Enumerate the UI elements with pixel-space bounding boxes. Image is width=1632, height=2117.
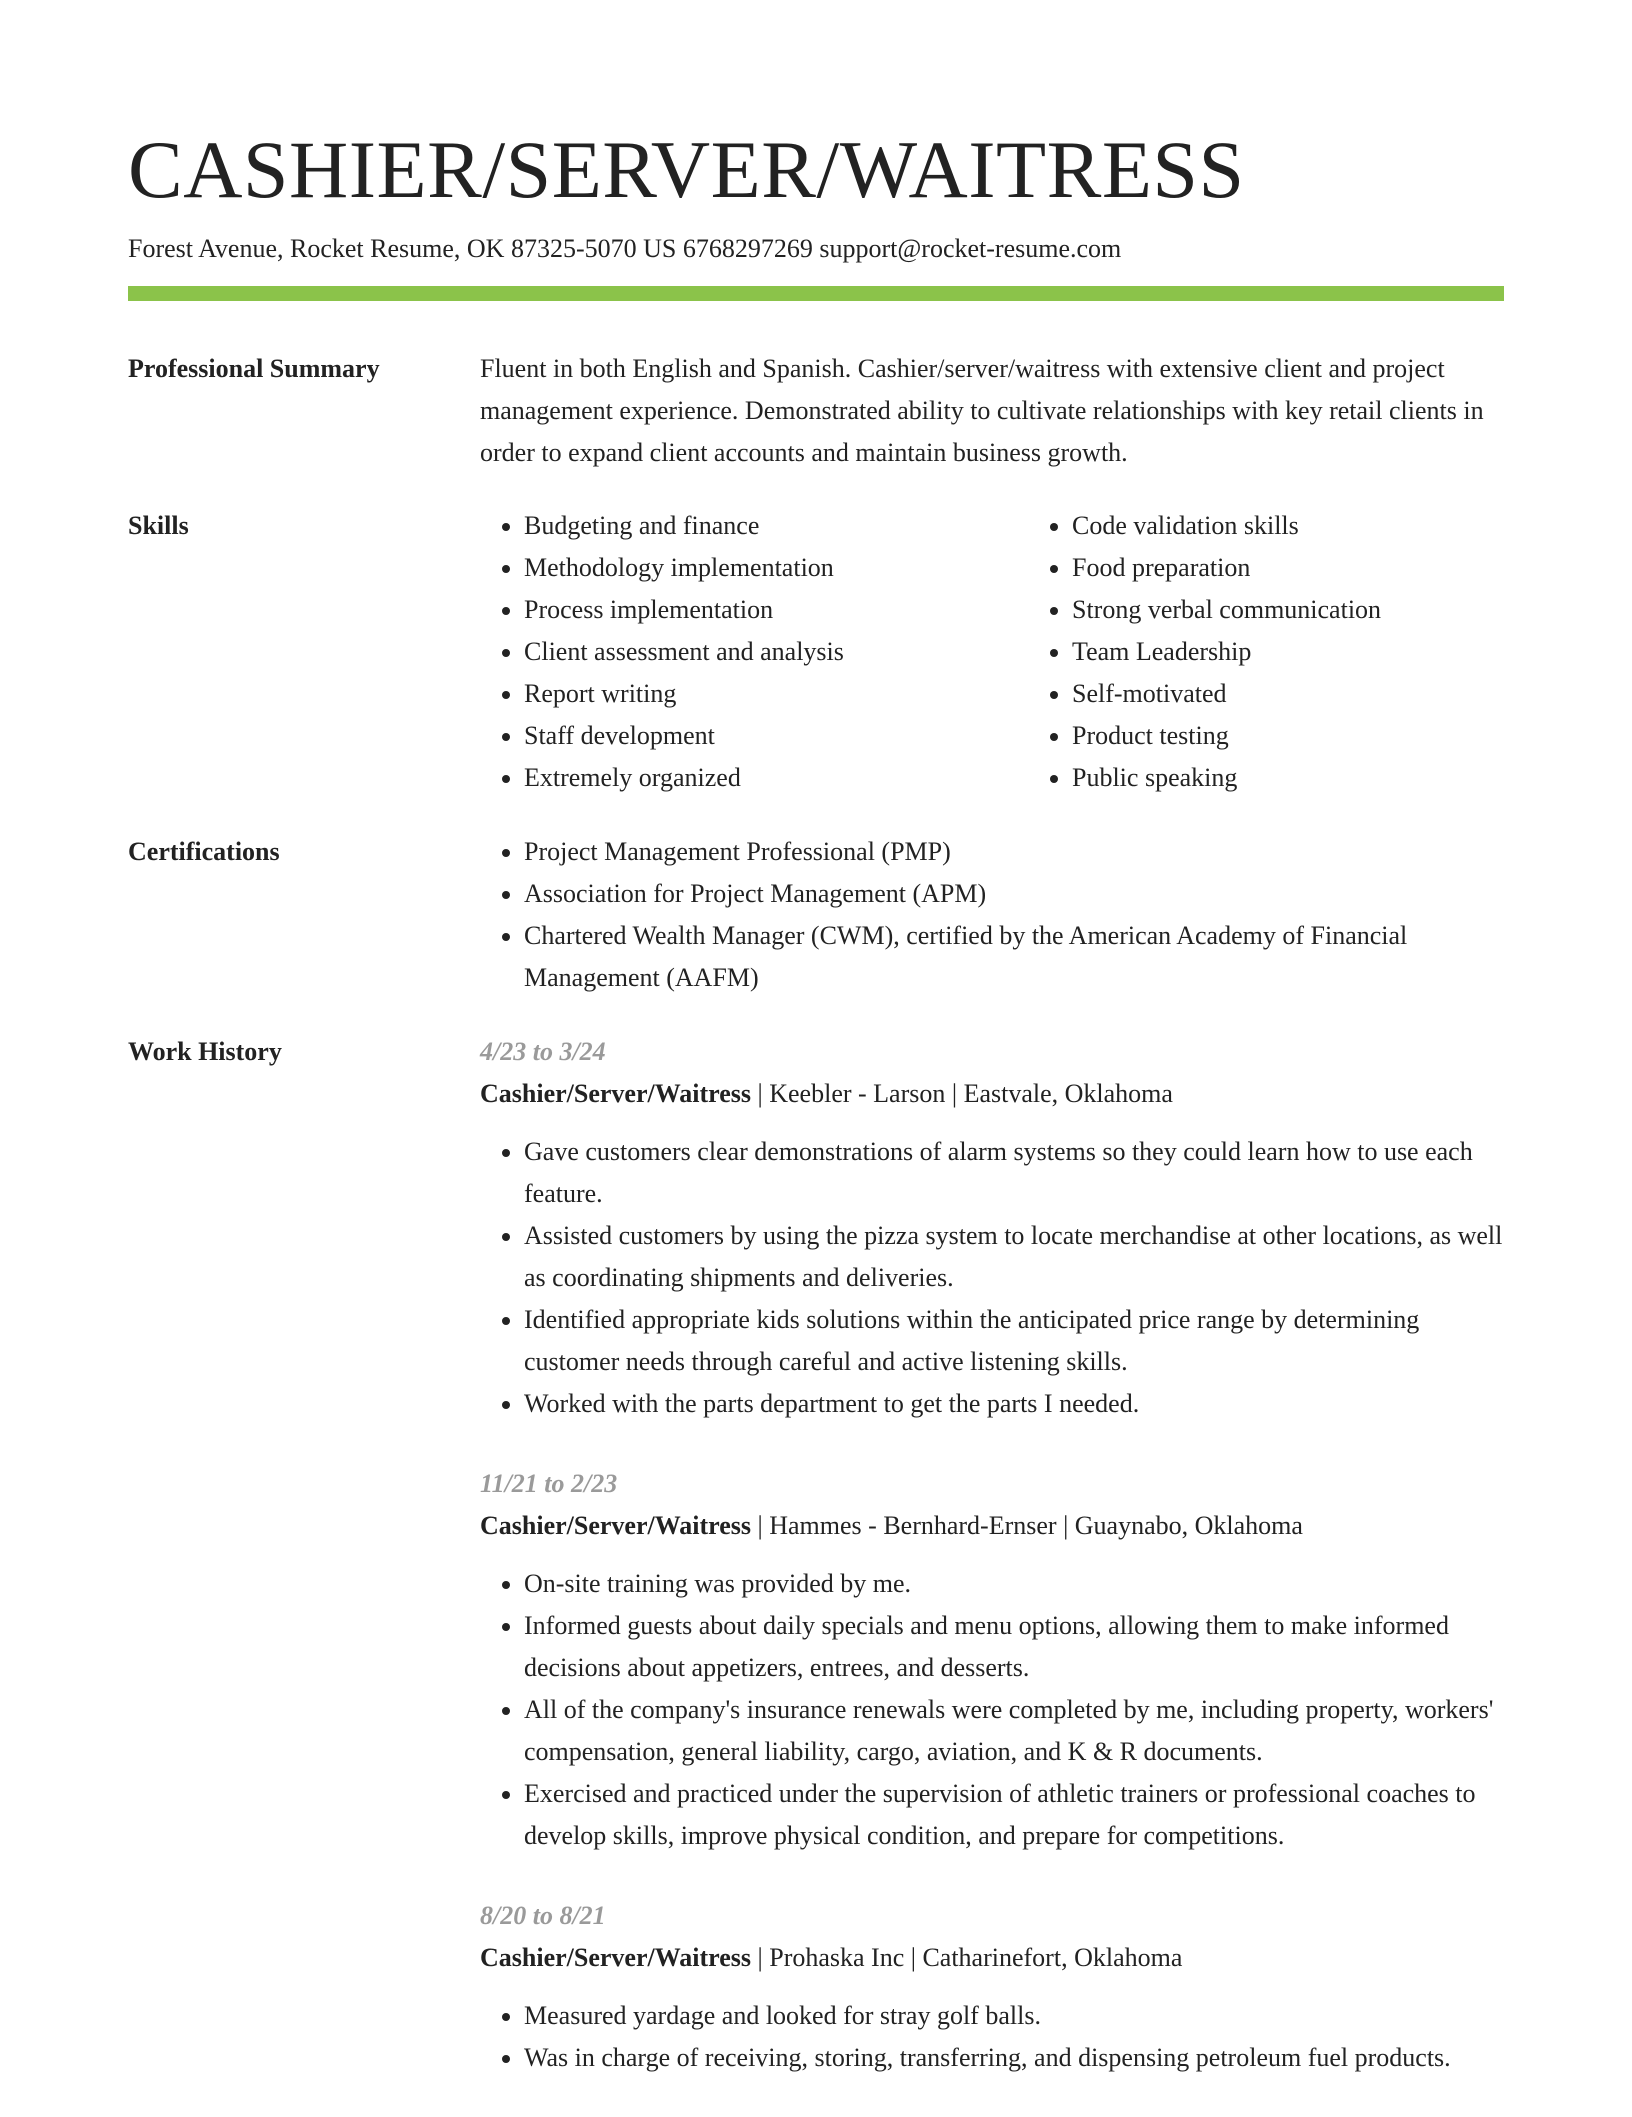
list-item: • Methodology implementation [524,547,984,589]
skills-title: Skills [128,511,189,540]
list-item: • All of the company's insurance renewals were completed by me, including property, workers' compensation, general liability, cargo, aviation, and K & R documents. [524,1689,1504,1773]
certifications-list [480,831,1504,999]
list-item: • Public speaking [1072,757,1532,799]
job-heading [480,1073,1504,1115]
list-item: • Project Management Professional (PMP) [524,831,1504,873]
list-item: • Measured yardage and looked for stray golf balls. [524,1995,1504,2037]
certifications-body [480,831,1504,999]
job-entry [480,1031,1504,1425]
list-item: • Worked with the parts department to get the parts I needed. [524,1383,1504,1425]
job-heading [480,1937,1504,1979]
job-duties-list [480,1995,1504,2079]
skills-body [480,505,1504,799]
list-item: • Team Leadership [1072,631,1532,673]
list-item: • Food preparation [1072,547,1532,589]
list-item: • Identified appropriate kids solutions within the anticipated price range by determining customer needs through careful and active listening skills. [524,1299,1504,1383]
list-item: • Exercised and practiced under the supervision of athletic trainers or professional coaches to develop skills, improve physical condition, and prepare for competitions. [524,1773,1504,1857]
job-duties-list [480,1131,1504,1425]
list-item: • Code validation skills [1072,505,1532,547]
list-item: • Informed guests about daily specials and menu options, allowing them to make informed decisions about appetizers, entrees, and desserts. [524,1605,1504,1689]
job-title: Cashier/Server/Waitress [480,1079,752,1108]
list-item: • Process implementation [524,589,984,631]
job-entry [480,1895,1504,2079]
summary-text: Fluent in both English and Spanish. Cashier/server/waitress with extensive client and project management experience. Demonstrated ability to cultivate relationships with key retail clients in order to expand client accounts and maintain business growth. [480,354,1484,467]
list-item: • Self-motivated [1072,673,1532,715]
job-duties-list [480,1563,1504,1857]
list-item: • Association for Project Management (APM) [524,873,1504,915]
list-item: • Budgeting and finance [524,505,984,547]
list-item: • Strong verbal communication [1072,589,1532,631]
skills-list-right [1028,505,1532,799]
accent-divider [128,286,1504,301]
resume-name-heading: CASHIER/SERVER/WAITRESS [128,124,1245,215]
job-title: Cashier/Server/Waitress [480,1511,752,1540]
certifications-title: Certifications [128,837,280,866]
job-dates: 11/21 to 2/23 [480,1469,618,1498]
work-history-body [480,1031,1504,2117]
list-item: • Gave customers clear demonstrations of alarm systems so they could learn how to use each feature. [524,1131,1504,1215]
job-dates: 8/20 to 8/21 [480,1901,606,1930]
list-item: • Product testing [1072,715,1532,757]
contact-info: Forest Avenue, Rocket Resume, OK 87325-5070 US 6768297269 support@rocket-resume.com [128,234,1122,263]
skills-list-left [480,505,984,799]
job-title: Cashier/Server/Waitress [480,1943,752,1972]
list-item: • Client assessment and analysis [524,631,984,673]
list-item: • Extremely organized [524,757,984,799]
summary-body [480,348,1504,474]
job-employer-location: | Hammes - Bernhard-Ernser | Guaynabo, Oklahoma [751,1511,1303,1540]
job-entry [480,1463,1504,1857]
summary-title: Professional Summary [128,354,380,383]
list-item: • Chartered Wealth Manager (CWM), certified by the American Academy of Financial Management (AAFM) [524,915,1504,999]
job-dates: 4/23 to 3/24 [480,1037,606,1066]
list-item: • Assisted customers by using the pizza system to locate merchandise at other locations, as well as coordinating shipments and deliveries. [524,1215,1504,1299]
list-item: • Report writing [524,673,984,715]
job-heading [480,1505,1504,1547]
list-item: • Staff development [524,715,984,757]
job-employer-location: | Keebler - Larson | Eastvale, Oklahoma [751,1079,1173,1108]
list-item: • Was in charge of receiving, storing, transferring, and dispensing petroleum fuel products. [524,2037,1504,2079]
work-history-title: Work History [128,1037,282,1066]
list-item: • On-site training was provided by me. [524,1563,1504,1605]
job-employer-location: | Prohaska Inc | Catharinefort, Oklahoma [751,1943,1183,1972]
